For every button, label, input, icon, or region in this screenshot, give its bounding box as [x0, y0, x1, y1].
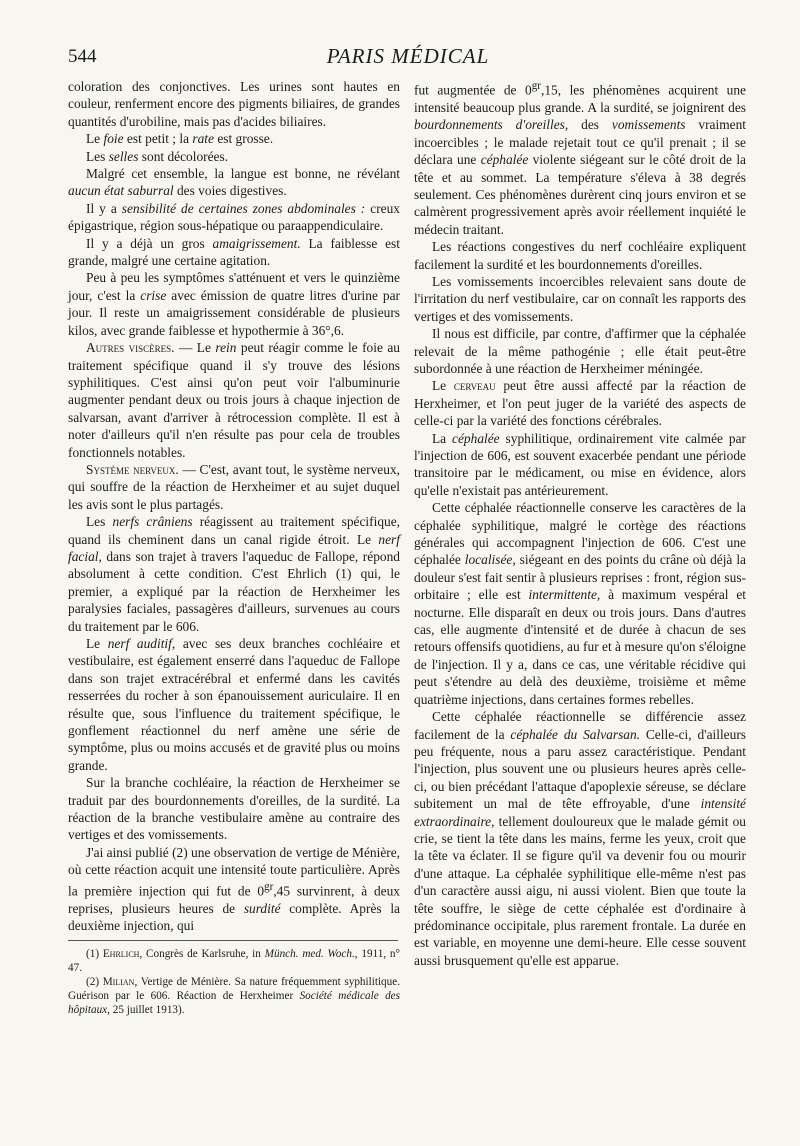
left-column	[68, 78, 400, 1017]
journal-title: PARIS MÉDICAL	[326, 44, 490, 68]
section-heading: Autres viscères.	[86, 340, 175, 356]
paragraph: Peu à peu les symptômes s'atténuent et vers le quinzième jour, c'est la crise avec émission de quatre litres d'urine par jour. Il reste un amaigrissement considérable de plusieurs kilos, avec grande faiblesse et hypothermie à 36°,6.	[68, 270, 400, 338]
paragraph: Cette céphalée réactionnelle se différencie assez facilement de la céphalée du Salvarsan. Celle-ci, d'ailleurs peu fréquente, nous a paru assez caractéristique. Pendant l'injection, plus souvent une ou plusieurs heures après celle-ci, ou bien précédant l'attaque d'apoplexie séreuse, se déclare subitement un mal de tête effroyable, d'une intensité extraordinaire, tellement douloureux que le malade gémit ou crie, se tient la tête dans les mains, ferme les yeux, croit que la tête va éclater. Il se figure qu'il va devenir fou ou mourir d'une attaque. La céphalée syphilitique elle-même n'est pas d'un caractère aussi aigu, ni aussi violent. Bien que toute la tête souffre, le siège de cette céphalée est d'ordinaire à prédominance occipitale, plus rarement frontale. La durée en est variable, en moyenne une demi-heure. Elle cesse souvent aussi brusquement qu'elle est apparue.	[414, 709, 746, 968]
paragraph: Il nous est difficile, par contre, d'affirmer que la céphalée relevait de la même pathogénie ; elle était peut-être subordonnée à une réaction de Herxheimer méningée.	[414, 326, 746, 376]
paragraph: Le nerf auditif, avec ses deux branches cochléaire et vestibulaire, est également enserré dans l'aqueduc de Fallope dans son trajet extracérébral et enfermé dans les cavités resserrées du rocher à son épanouissement auriculaire. Il en résulte que, sous l'influence du traitement spécifique, le gonflement réactionnel du nerf amène une série de symptôme, plus ou moins accusés et de gravité plus ou moins grande.	[68, 636, 401, 773]
paragraph: Sur la branche cochléaire, la réaction de Herxheimer se traduit par des bourdonnements d'oreilles, de la surdité. La réaction de la branche vestibulaire amène au contraire des vertiges et des vomissements.	[68, 775, 400, 843]
paragraph: Le foie est petit ; la rate est grosse.	[86, 131, 274, 147]
paragraph: Cette céphalée réactionnelle conserve les caractères de la céphalée syphilitique, malgré le cortège des réactions générales qui accompagnent l'injection de 606. C'est une céphalée localisée, siégeant en des points du crâne où déjà la douleur s'est fait sentir à plusieurs reprises : front, région sus-orbitaire ; elle est intermittente, à maximum vespéral et nocturne. Elle disparaît en deux ou trois jours. Dans d'autres cas, elle augmente d'intensité et de durée à chacun de ses retours offensifs quotidiens, au fur et à mesure qu'on s'éloigne de l'injection. Il y a, dans ce cas, une véritable récidive qui peut s'étendre au delà des deuxième, troisième et même quatrième injections, dans certaines formes rebelles.	[414, 500, 746, 707]
paragraph: J'ai ainsi publié (2) une observation de vertige de Ménière, où cette réaction acquit une intensité toute particulière. Après la première injection qui fut de $0^{gr},45$ survinrent, à deux reprises, plusieurs heures de surdité complète. Après la deuxième injection, qui	[68, 844, 401, 933]
section-paragraph-autres-visceres: Autres viscères. — Le rein peut réagir comme le foie au traitement spécifique quand il s'y trouve des lésions syphilitiques. C'est ainsi qu'on peut voir l'albuminurie augmenter pendant deux ou trois jours à chaque injection de salvarsan, avant d'arriver à rétrocession complète. Il est à noter d'ailleurs qu'il n'en résulte pas pour cela de troubles fonctionnels notables.	[68, 340, 400, 460]
paragraph: Les réactions congestives du nerf cochléaire expliquent facilement la surdité et les bourdonnements d'oreilles.	[414, 239, 746, 272]
paragraph: coloration des conjonctives. Les urines sont hautes en couleur, renferment encore des pigments biliaires, de grandes quantités d'urobiline, mais pas d'acides biliaires.	[68, 79, 400, 129]
footnote: (1) Ehrlich, Congrès de Karlsruhe, in Münch. med. Woch., 1911, n° 47.	[68, 948, 400, 975]
footnote: (2) Milian, Vertige de Ménière. Sa nature fréquemment syphilitique. Guérison par le 606. Réaction de Herxheimer Société médicale des hôpitaux, 25 juillet 1913).	[68, 976, 401, 1017]
paragraph: Il y a sensibilité de certaines zones abdominales : creux épigastrique, région sous-hépatique ou paraappendiculaire.	[68, 200, 400, 234]
section-paragraph-systeme-nerveux: Système nerveux. — C'est, avant tout, le système nerveux, qui souffre de la réaction de Herxheimer et au sujet duquel les avis sont le plus partagés.	[68, 461, 400, 512]
right-column	[414, 78, 746, 969]
footnote-divider	[68, 940, 398, 941]
paragraph: La céphalée syphilitique, ordinairement vite calmée par l'injection de 606, est souvent exacerbée pendant une période transitoire par le médicament, ou mise en évidence, alors qu'elle n'existait pas antérieurement.	[414, 430, 746, 498]
paragraph: Il y a déjà un gros amaigrissement. La faiblesse est grande, malgré une certaine agitation.	[68, 235, 400, 269]
paragraph: Les selles sont décolorées.	[86, 148, 229, 164]
paragraph: Le cerveau peut être aussi affecté par la réaction de Herxheimer, et l'on peut juger de la variété des aspects de celle-ci par la variété des fonctions cérébrales.	[414, 378, 747, 429]
running-header	[68, 42, 748, 72]
section-heading: Système nerveux.	[86, 461, 179, 477]
paragraph: Les nerfs crâniens réagissent au traitement spécifique, quand ils cheminent dans un canal rigide étroit. Le nerf facial, dans son trajet à travers l'aqueduc de Fallope, répond absolument à cette condition. C'est Ehrlich (1) qui, le premier, a expliqué par la réaction de Herxheimer les paralysies faciales, passagères d'ailleurs, survenues au cours du traitement par le 606.	[68, 514, 401, 634]
paragraph: fut augmentée de $0^{gr},15$, les phénomènes acquirent une intensité beaucoup plus grande. A la surdité, se joignirent des bourdonnements d'oreilles, des vomissements vraiment incoercibles ; le malade rejetait tout ce qu'il prenait ; il se déclara une céphalée violente siégeant sur le côté droit de la tête et au sommet. La température s'éleva à 38 degrés seulement. Ces phénomènes durèrent cinq jours environ et se calmèrent progressivement après avoir réellement inquiété le médecin traitant.	[414, 80, 746, 237]
page-number: 544	[68, 46, 97, 67]
paragraph: Malgré cet ensemble, la langue est bonne, ne révélant aucun état saburral des voies digestives.	[68, 166, 400, 199]
paragraph: Les vomissements incoercibles relevaient sans doute de l'irritation du nerf vestibulaire, car on connaît les rapports des vertiges et des vomissements.	[414, 273, 746, 324]
